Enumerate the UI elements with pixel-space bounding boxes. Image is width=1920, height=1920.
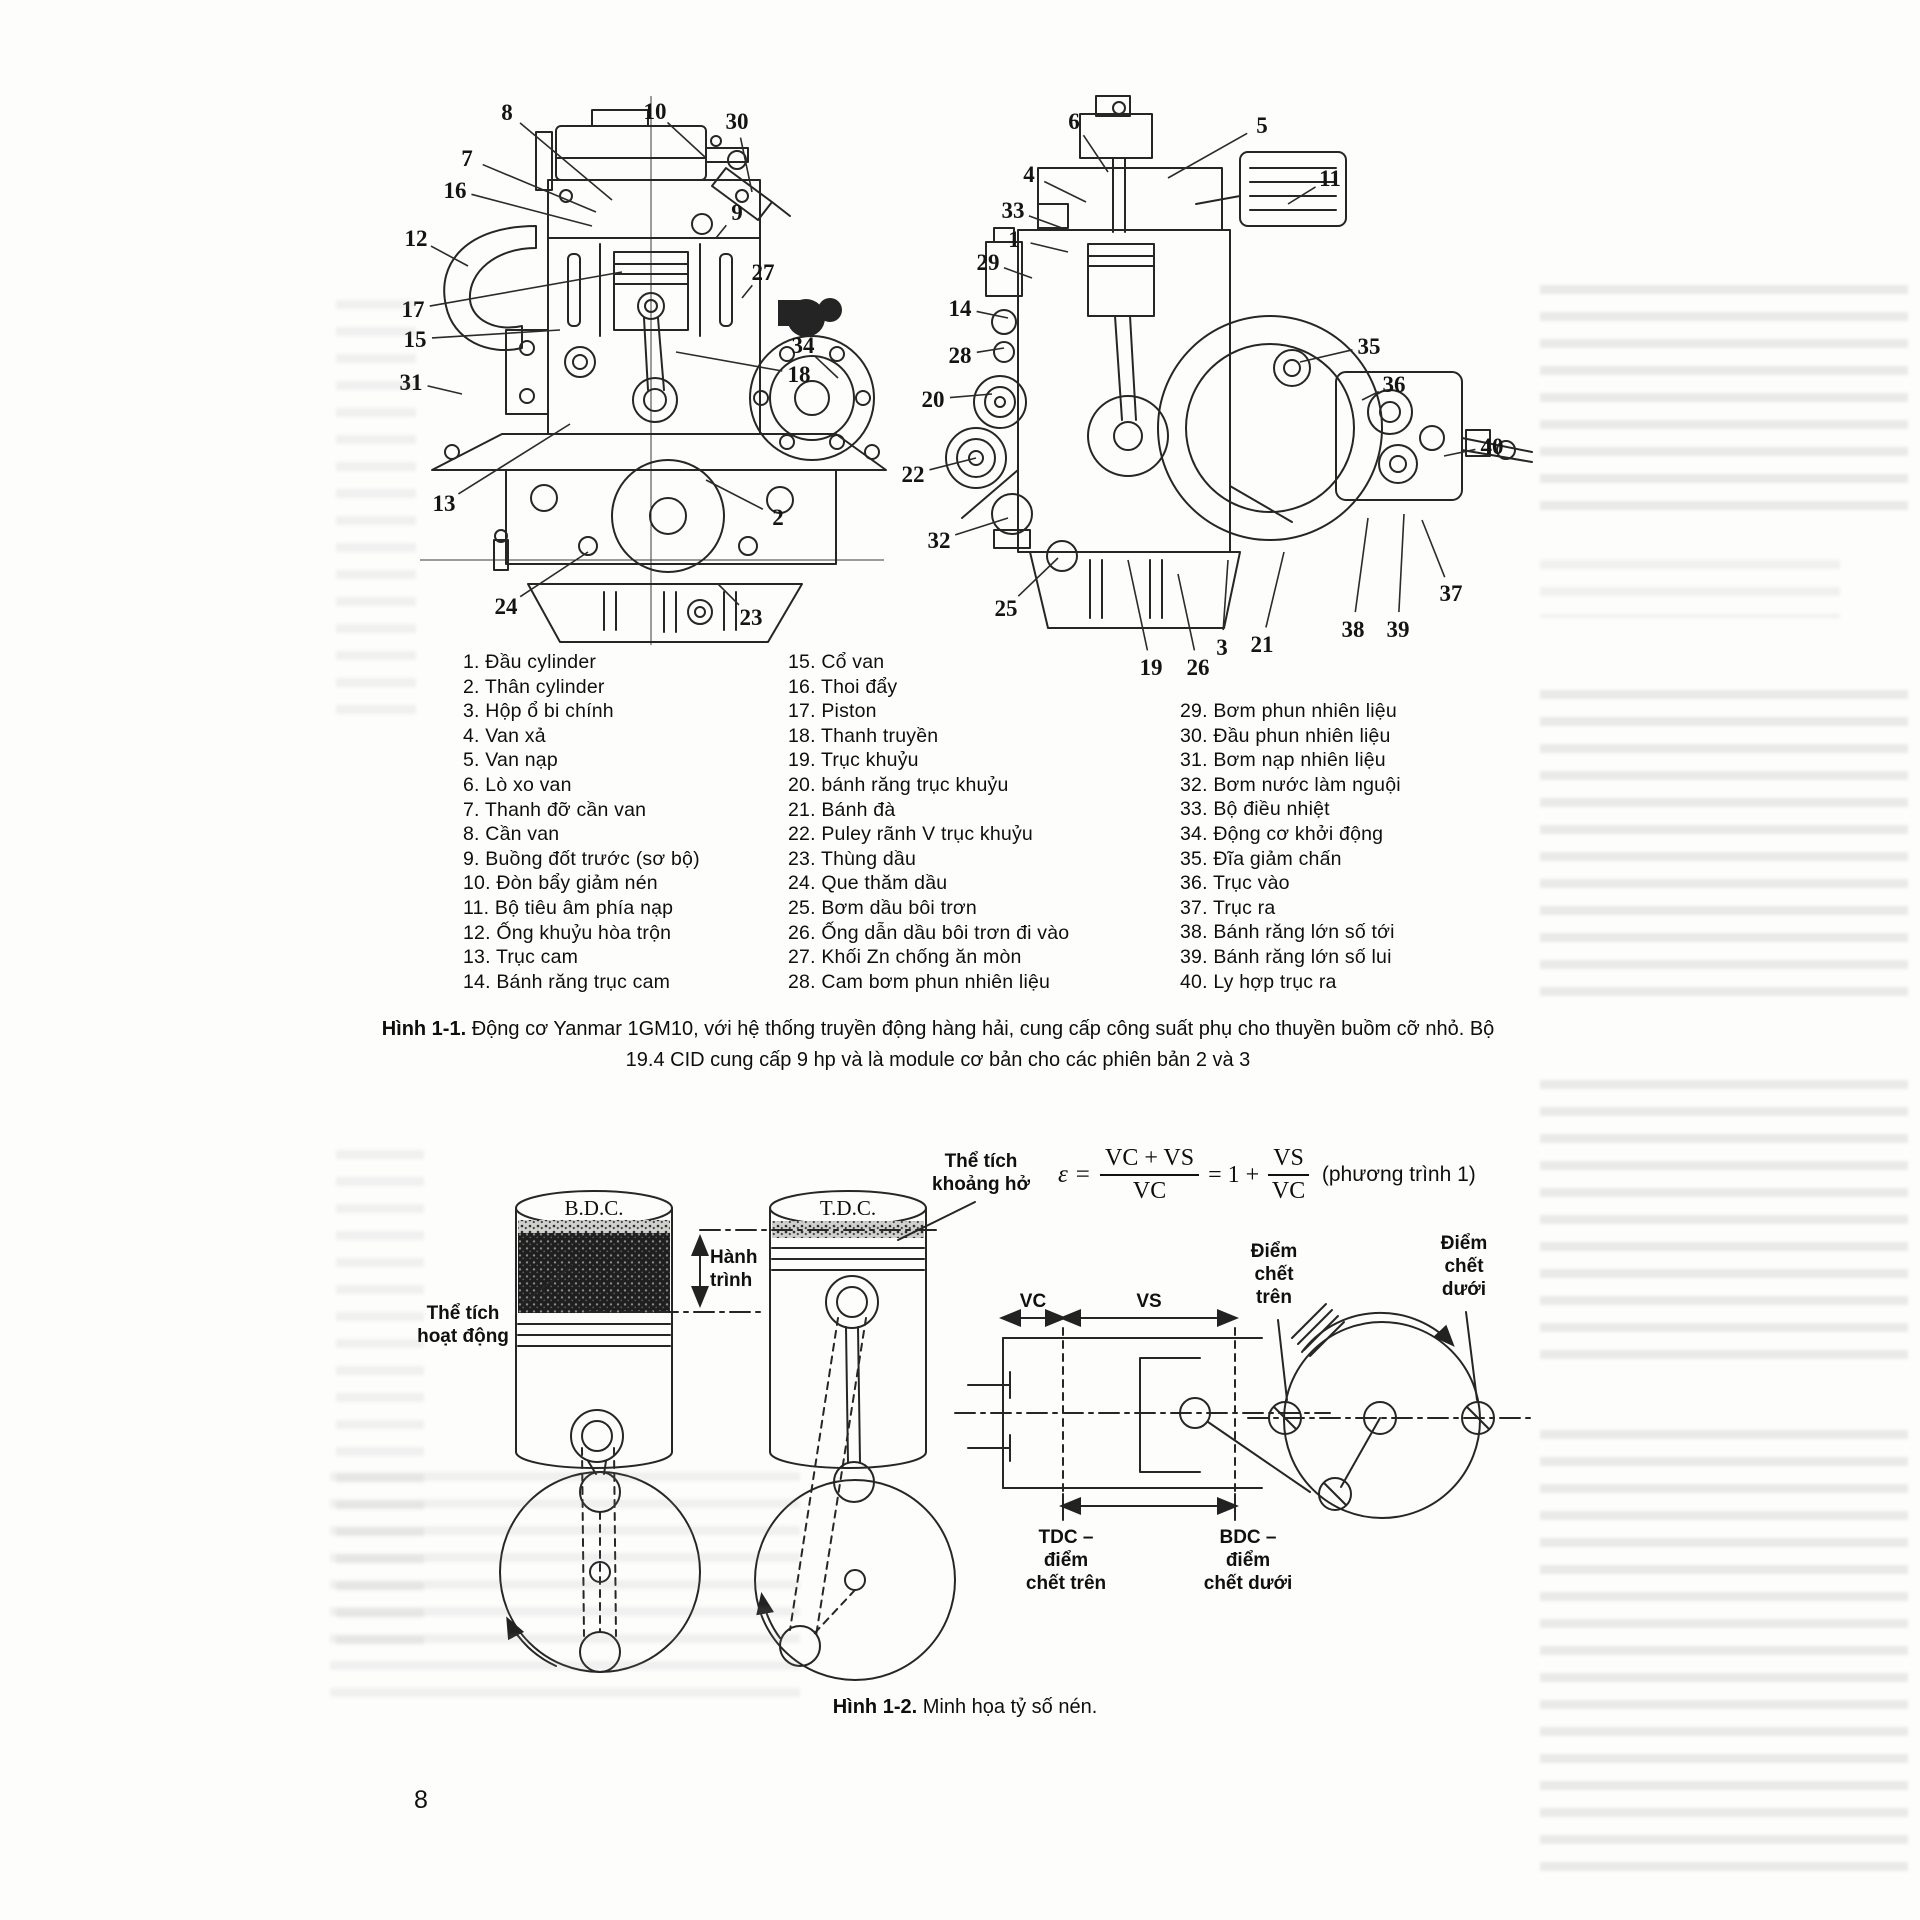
part-item: 15. Cổ van <box>788 651 885 673</box>
callout-number: 21 <box>1250 632 1274 657</box>
part-item: 27. Khối Zn chống ăn mòn <box>788 946 1022 969</box>
part-item: 13. Trục cam <box>463 946 579 969</box>
figure1-caption-label: Hình 1-1. <box>381 1018 467 1040</box>
callout-number: 14 <box>948 296 972 321</box>
part-item: 32. Bơm nước làm nguội <box>1180 773 1401 796</box>
callout-number: 8 <box>501 100 513 125</box>
callout-number: 7 <box>461 146 473 171</box>
top-dead-center-label: Điểm chết trên <box>1250 1241 1298 1308</box>
callout-leader-line <box>428 386 462 394</box>
fraction-1: $\frac{VC + VS}{VC}$ <box>1100 1146 1199 1204</box>
part-item: 25. Bơm dầu bôi trơn <box>788 896 977 919</box>
bottom-dead-center-label: Điểm chết dưới <box>1440 1233 1488 1300</box>
figure1-caption-text: Động cơ Yanmar 1GM10, với hệ thống truyền động hàng hải, cung cấp công suất phụ cho thuyền buồm cỡ nhỏ. Bộ 19.4 CID cung cấp 9 hp và là module cơ bản cho các phiên bản 2 và 3 <box>471 1018 1495 1071</box>
part-item: 18. Thanh truyền <box>788 724 939 747</box>
callout-number: 19 <box>1139 655 1163 680</box>
parts-list-column-2 <box>788 650 1168 994</box>
equation-number-note: (phương trình 1) <box>1321 1163 1476 1187</box>
callout-leader-line <box>1266 552 1284 627</box>
callout-number: 9 <box>731 200 743 225</box>
callout-number: 29 <box>976 250 1000 275</box>
parts-list-column-1 <box>463 650 783 994</box>
callout-number: 1 <box>1008 227 1020 252</box>
callout-number: 10 <box>643 99 667 124</box>
callout-number: 15 <box>403 327 427 352</box>
callout-number: 37 <box>1439 581 1463 606</box>
part-item: 7. Thanh đỡ cần van <box>463 798 647 821</box>
page-number: 8 <box>414 1786 428 1814</box>
part-item: 23. Thùng dầu <box>788 847 917 870</box>
part-item: 2. Thân cylinder <box>463 675 605 698</box>
callout-number: 28 <box>948 343 972 368</box>
part-item: 35. Đĩa giảm chấn <box>1180 847 1342 870</box>
callout-leader-line <box>1178 574 1194 650</box>
callout-number: 11 <box>1319 166 1341 191</box>
callout-leader-line <box>929 458 976 470</box>
callout-number: 4 <box>1023 162 1035 187</box>
callout-number: 40 <box>1480 434 1504 459</box>
compression-ratio-diagram <box>500 1191 1535 1680</box>
callout-leader-line <box>1355 518 1368 612</box>
callout-number: 13 <box>432 491 456 516</box>
callout-number: 17 <box>401 297 425 322</box>
part-item: 26. Ống dẫn dầu bôi trơn đi vào <box>788 921 1070 944</box>
engine-front-view-drawing <box>420 96 886 645</box>
equation-mid: = 1 + <box>1208 1161 1260 1188</box>
figure2-caption <box>660 1692 1270 1723</box>
part-item: 6. Lò xo van <box>463 773 572 796</box>
callout-number: 5 <box>1256 113 1268 138</box>
callout-number: 25 <box>994 596 1018 621</box>
callout-number: 18 <box>787 362 811 387</box>
part-item: 8. Cần van <box>463 823 560 846</box>
figure2-caption-label: Hình 1-2. <box>832 1696 918 1718</box>
callout-number: 30 <box>725 109 749 134</box>
part-item: 31. Bơm nạp nhiên liệu <box>1180 749 1386 772</box>
callout-leader-line <box>1044 181 1086 202</box>
callout-leader-line <box>520 552 588 597</box>
callout-number: 38 <box>1341 617 1365 642</box>
engine-side-callouts <box>902 109 1504 680</box>
part-item: 10. Đòn bẩy giảm nén <box>463 872 658 895</box>
part-item: 28. Cam bơm phun nhiên liệu <box>788 970 1051 993</box>
callout-number: 27 <box>751 260 775 285</box>
stroke-label: Hành trình <box>710 1247 758 1291</box>
clearance-volume-label: Thể tích khoảng hở <box>932 1151 1030 1195</box>
callout-leader-line <box>742 285 752 298</box>
part-item: 33. Bộ điều nhiệt <box>1180 798 1330 821</box>
callout-leader-line <box>716 225 726 238</box>
part-item: 1. Đầu cylinder <box>463 651 597 673</box>
callout-number: 6 <box>1068 109 1080 134</box>
callout-number: 23 <box>739 605 763 630</box>
working-volume-label: Thể tích hoạt động <box>417 1303 509 1347</box>
callout-number: 16 <box>443 178 467 203</box>
callout-leader-line <box>1422 520 1445 577</box>
part-item: 3. Hộp ổ bi chính <box>463 700 614 723</box>
callout-leader-line <box>706 480 763 509</box>
part-item: 9. Buồng đốt trước (sơ bộ) <box>463 847 700 870</box>
callout-leader-line <box>1031 243 1068 252</box>
callout-number: 36 <box>1382 372 1406 397</box>
part-item: 38. Bánh răng lớn số tới <box>1180 921 1395 944</box>
epsilon-term: ε = <box>1058 1161 1091 1189</box>
callout-number: 32 <box>927 528 951 553</box>
bdc-cylinder-label: B.D.C. <box>564 1196 624 1220</box>
callout-number: 22 <box>901 462 925 487</box>
part-item: 30. Đầu phun nhiên liệu <box>1180 724 1391 747</box>
figure2-caption-text: Minh họa tỷ số nén. <box>922 1696 1098 1718</box>
callout-leader-line <box>1029 216 1062 228</box>
callout-leader-line <box>432 330 560 338</box>
callout-number: 35 <box>1357 334 1381 359</box>
vs-label: VS <box>1136 1291 1162 1312</box>
callout-leader-line <box>1399 514 1404 612</box>
callout-leader-line <box>1168 133 1247 178</box>
bdc-note-label: BDC – điểm chết dưới <box>1203 1527 1293 1594</box>
callout-number: 34 <box>791 333 815 358</box>
part-item: 29. Bơm phun nhiên liệu <box>1180 700 1397 722</box>
part-item: 16. Thoi đẩy <box>788 675 898 698</box>
callout-number: 3 <box>1216 635 1228 660</box>
callout-leader-line <box>668 123 706 158</box>
callout-leader-line <box>1300 350 1352 362</box>
part-item: 24. Que thăm dầu <box>788 872 948 895</box>
part-item: 34. Động cơ khởi động <box>1180 822 1384 845</box>
vc-label: VC <box>1019 1291 1047 1312</box>
part-item: 20. bánh răng trục khuỷu <box>788 773 1009 796</box>
part-item: 19. Trục khuỷu <box>788 749 919 772</box>
callout-number: 33 <box>1001 198 1025 223</box>
fraction-2: $\frac{VS}{VC}$ <box>1268 1146 1309 1204</box>
callout-leader-line <box>471 194 592 226</box>
callout-number: 12 <box>404 226 428 251</box>
callout-leader-line <box>955 518 1008 535</box>
callout-number: 31 <box>399 370 423 395</box>
callout-leader-line <box>1083 135 1108 172</box>
callout-leader-line <box>1128 560 1147 650</box>
callout-number: 26 <box>1186 655 1210 680</box>
callout-number: 20 <box>921 387 945 412</box>
part-item: 17. Piston <box>788 700 877 723</box>
part-item: 12. Ống khuỷu hòa trộn <box>463 921 672 944</box>
callout-number: 39 <box>1386 617 1410 642</box>
callout-number: 24 <box>494 594 518 619</box>
part-item: 36. Trục vào <box>1180 872 1290 895</box>
parts-list-column-3 <box>1180 699 1510 994</box>
part-item: 22. Puley rãnh V trục khuỷu <box>788 823 1033 846</box>
part-item: 39. Bánh răng lớn số lui <box>1180 945 1392 968</box>
part-item: 4. Van xả <box>463 724 546 747</box>
part-item: 40. Ly hợp trục ra <box>1180 970 1337 993</box>
engine-front-callouts <box>400 99 839 630</box>
part-item: 14. Bánh răng trục cam <box>463 970 671 993</box>
tdc-note-label: TDC – điểm chết trên <box>1025 1527 1107 1594</box>
callout-number: 2 <box>772 505 784 530</box>
part-item: 21. Bánh đà <box>788 798 896 821</box>
figure1-caption <box>368 1014 1508 1076</box>
compression-ratio-equation <box>1058 1146 1476 1204</box>
callout-leader-line <box>430 272 622 306</box>
tdc-cylinder-label: T.D.C. <box>819 1196 877 1220</box>
part-item: 5. Van nạp <box>463 749 558 772</box>
callout-leader-line <box>520 123 612 200</box>
part-item: 11. Bộ tiêu âm phía nạp <box>463 896 674 919</box>
part-item: 37. Trục ra <box>1180 896 1276 919</box>
callout-leader-line <box>977 348 1004 352</box>
